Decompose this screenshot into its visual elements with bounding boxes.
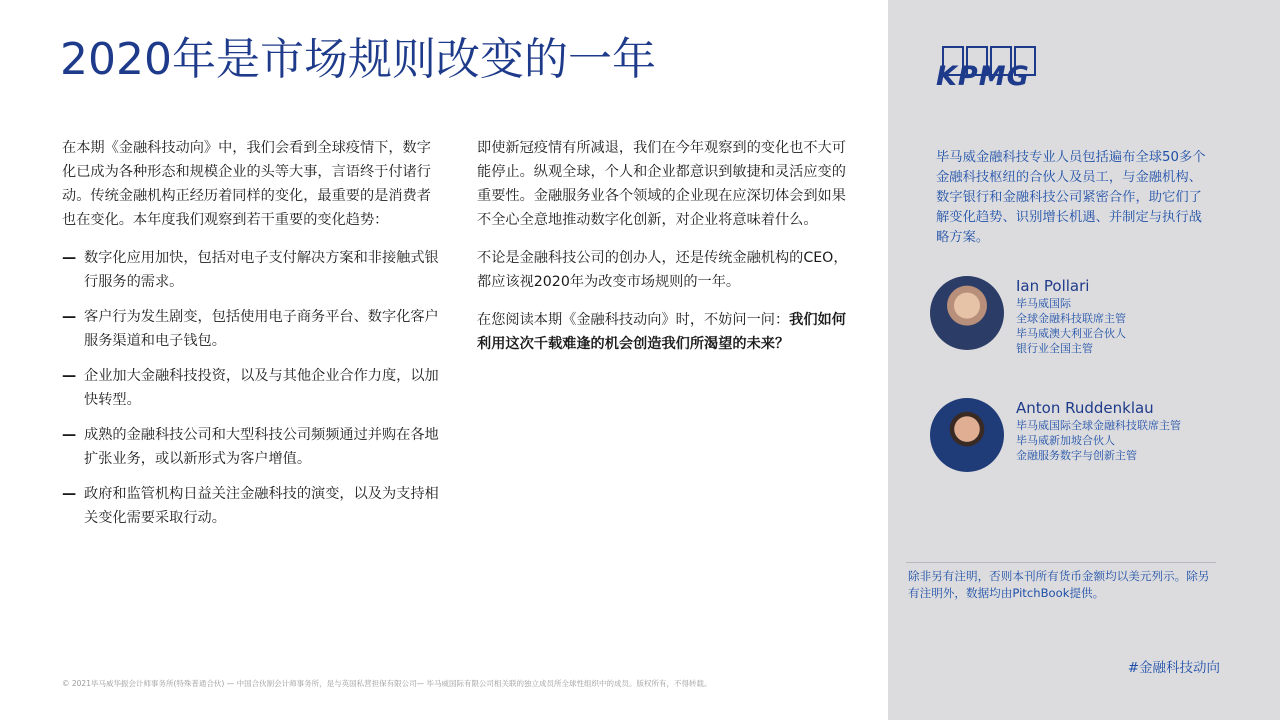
contact-role: 毕马威国际全球金融科技联席主管 xyxy=(1016,419,1181,432)
hashtag-label: #金融科技动向 xyxy=(1127,660,1220,676)
sidebar-intro: 毕马威金融科技专业人员包括遍布全球50多个金融科技枢纽的合伙人及员工，与金融机构、数字银行和金融科技公司紧密合作，助它们了解变化趋势、识别增长机遇、并制定与执行战略方案。 xyxy=(936,150,1206,245)
trend-list xyxy=(62,246,442,530)
sidebar xyxy=(888,0,1280,720)
closing-paragraph: 在您阅读本期《金融科技动向》时，不妨问一问：我们如何利用这次千载难逢的机会创造我们所渴望的未来？ xyxy=(477,312,846,352)
contact-role: 毕马威国际 xyxy=(1016,297,1071,310)
list-item: — 企业加大金融科技投资，以及与其他企业合作力度，以加快转型。 xyxy=(62,364,442,412)
divider xyxy=(906,562,1216,563)
contact-name: Anton Ruddenklau xyxy=(1016,399,1154,417)
contact-role: 金融服务数字与创新主管 xyxy=(1016,449,1137,462)
right-column xyxy=(477,136,857,370)
dash-icon: — xyxy=(62,250,77,266)
page-title: 2020年是市场规则改变的一年 xyxy=(60,34,656,85)
list-item: — 客户行为发生剧变，包括使用电子商务平台、数字化客户服务渠道和电子钱包。 xyxy=(62,305,442,353)
left-column xyxy=(62,136,442,541)
currency-note: 除非另有注明，否则本刊所有货币金额均以美元列示。除另有注明外，数据均由PitchBook提供。 xyxy=(908,569,1210,600)
logo-wordmark: KPMG xyxy=(936,61,1030,92)
legal-footer: © 2021毕马威华振会计师事务所(特殊普通合伙) — 中国合伙制会计师事务所，是与英国私营担保有限公司— 毕马威国际有限公司相关联的独立成员所全球性组织中的成员。版权所有，不得转载。 xyxy=(62,679,712,688)
list-item: — 成熟的金融科技公司和大型科技公司频频通过并购在各地扩张业务，或以新形式为客户增值。 xyxy=(62,423,442,471)
body-paragraph: 不论是金融科技公司的创办人，还是传统金融机构的CEO，都应该视2020年为改变市场规则的一年。 xyxy=(477,250,848,290)
contact-role: 毕马威新加坡合伙人 xyxy=(1016,434,1115,447)
dash-icon: — xyxy=(62,486,77,502)
emphasized-question: 我们如何利用这次千载难逢的机会创造我们所渴望的未来？ xyxy=(477,312,846,352)
list-item: — 政府和监管机构日益关注金融科技的演变，以及为支持相关变化需要采取行动。 xyxy=(62,482,442,530)
kpmg-logo xyxy=(936,46,1040,92)
contact-role: 毕马威澳大利亚合伙人 xyxy=(1016,327,1126,340)
body-paragraph: 即使新冠疫情有所减退，我们在今年观察到的变化也不大可能停止。纵观全球，个人和企业都意识到敏捷和灵活应变的重要性。金融服务业各个领域的企业现在应深切体会到如果不全心全意地推动数字化创新，对企业将意味着什么。 xyxy=(477,140,846,228)
list-item: — 数字化应用加快，包括对电子支付解决方案和非接触式银行服务的需求。 xyxy=(62,246,442,294)
avatar xyxy=(930,276,1004,350)
dash-icon: — xyxy=(62,368,77,384)
dash-icon: — xyxy=(62,427,77,443)
intro-paragraph: 在本期《金融科技动向》中，我们会看到全球疫情下，数字化已成为各种形态和规模企业的头等大事，言语终于付诸行动。传统金融机构正经历着同样的变化，最重要的是消费者也在变化。本年度我们观察到若干重要的变化趋势： xyxy=(62,140,431,228)
contact-role: 全球金融科技联席主管 xyxy=(1016,312,1126,325)
contact-name: Ian Pollari xyxy=(1016,277,1090,295)
contact-role: 银行业全国主管 xyxy=(1016,342,1093,355)
dash-icon: — xyxy=(62,309,77,325)
avatar xyxy=(930,398,1004,472)
